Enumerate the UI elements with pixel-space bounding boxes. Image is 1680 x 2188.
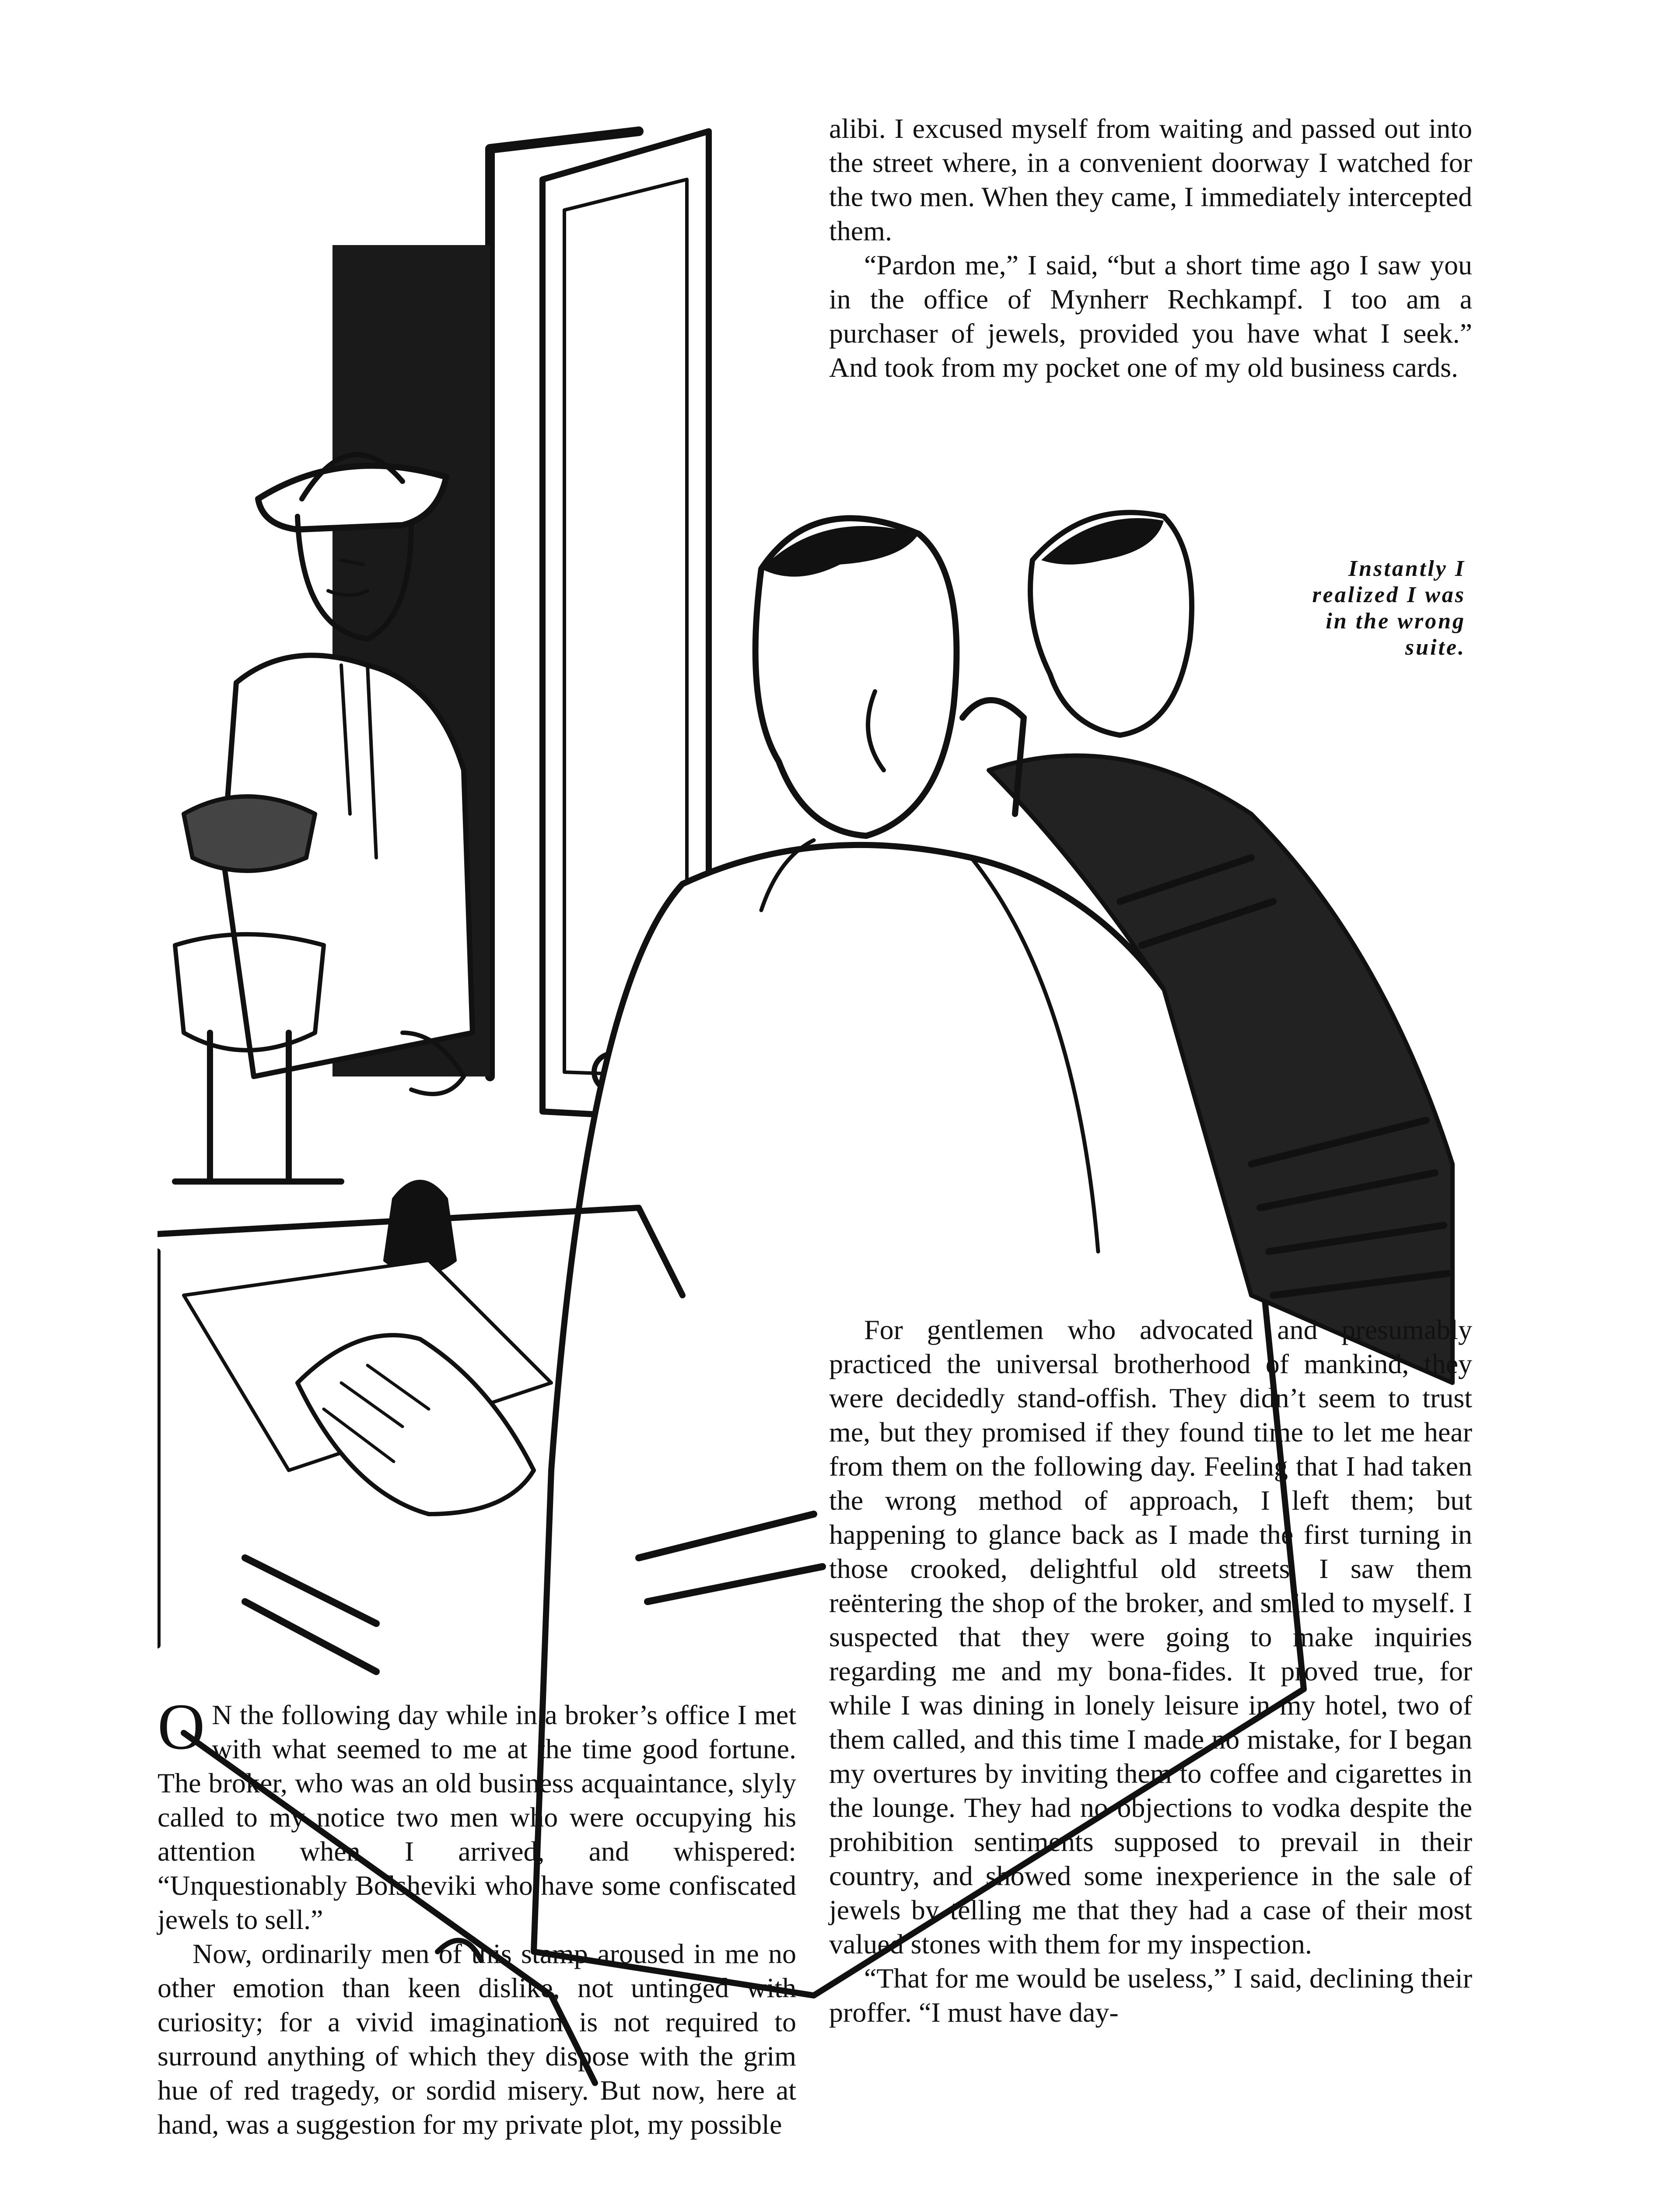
paragraph: “That for me would be useless,” I said, declining their proffer. “I must have day- [829,1963,1472,2028]
paragraph: “Pardon me,” I said, “but a short time ago I saw you in the office of Mynherr Rechkampf. I too am a purchaser of jewels, provided you have what I seek.” And took from my pocket one of my old business cards. [829,249,1472,383]
paragraph: For gentlemen who advocated and presumably practiced the universal brotherhood of mankind, they were decidedly stand-offish. They didn’t seem to trust me, but they promised if they found time to let me hear from them on the following day. Feeling that I had taken the wrong method of approach, I left them; but happening to glance back as I made the first turning in those crooked, delightful old streets, I saw them reëntering the shop of the broker, and smiled to myself. I suspected that they were going to make inquiries regarding me and my bona-fides. It proved true, for while I was dining in lonely leisure in my hotel, two of them called, and this time I made no mistake, for I began my overtures by inviting them to coffee and cigarettes in the lounge. They had no objections to vodka despite the prohibition sentiments supposed to prevail in their country, and showed some inexperience in the sale of jewels by telling me that they had a case of their most valued stones with them for my inspection. [829,1314,1472,1960]
paragraph: alibi. I excused myself from waiting and passed out into the street where, in a convenient doorway I watched for the two men. When they came, I immediately intercepted them. [829,113,1472,246]
caption-line: suite. [1405,635,1466,660]
paragraph: Now, ordinarily men of this stamp aroused in me no other emotion than keen dislike, not untinged with curiosity; for a vivid imagination is not required to surround anything of which they dispose with the grim hue of red tragedy, or sordid misery. But now, here at hand, was a suggestion for my private plot, my possible [158,1938,796,2140]
inkwell [385,1182,455,1273]
left-column-bottom [158,1690,796,2142]
lamp [184,796,315,871]
drop-cap: O [158,1690,205,1763]
right-column-bottom [829,1313,1472,2030]
hat [258,466,446,529]
illustration-caption [1260,556,1466,661]
paragraph-text: N the following day while in a broker’s office I met with what seemed to me at the time good fortune. The broker, who was an old business acquaintance, slyly called to my notice two men who were occupying his attention when I arrived, and whispered: “Unquestionably Bolsheviki who have some confiscated jewels to sell.” [158,1699,796,1935]
opening-paragraph [158,1690,796,1937]
right-column-top [829,112,1472,385]
caption-line: realized I was [1312,582,1466,607]
caption-line: Instantly I [1348,556,1466,581]
caption-line: in the wrong [1326,609,1466,634]
